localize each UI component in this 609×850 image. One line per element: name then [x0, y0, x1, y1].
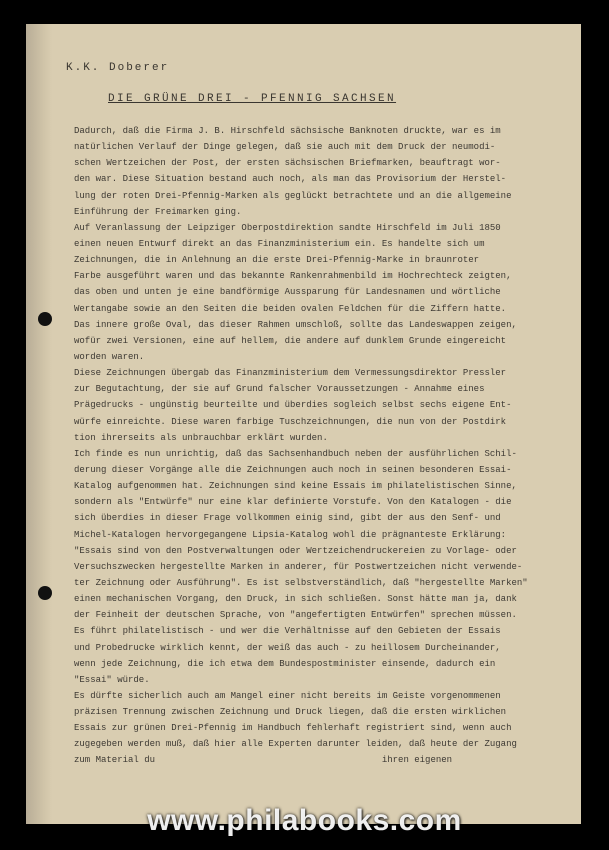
- binding-shadow: [26, 24, 52, 824]
- text-line: Essais zur grünen Drei-Pfennig im Handbuch fehlerhaft registriert sind, wenn auch: [74, 723, 512, 734]
- text-line: wenn jede Zeichnung, die ich etwa dem Bundespostminister einsende, dadurch ein: [74, 658, 496, 669]
- text-line: einen mechanischen Vorgang, den Druck, in sich schließen. Sonst hätte man ja, dank: [74, 594, 517, 605]
- text-line: und Probedrucke wirklich kennt, der weiß das auch - zu heillosem Durcheinander,: [74, 642, 501, 653]
- text-line: würfe einreichte. Diese waren farbige Tuschzeichnungen, die nun von der Postdirk: [74, 416, 507, 427]
- typed-page: [26, 24, 581, 824]
- text-line: Zeichnungen, die in Anlehnung an die erste Drei-Pfennig-Marke in braunroter: [74, 255, 480, 266]
- text-line: sich überdies in dieser Frage vollkommen einig sind, gibt der aus den Senf- und: [74, 513, 501, 524]
- text-line: natürlichen Verlauf der Dinge gelegen, daß sie auch mit dem Druck der neumodi-: [74, 142, 496, 153]
- text-line: Das innere große Oval, das dieser Rahmen umschloß, sollte das Landeswappen zeigen,: [74, 319, 517, 330]
- text-line: "Essais sind von den Postverwaltungen oder Wertzeichendruckereien zu Vorlage- oder: [74, 545, 517, 556]
- text-line: lung der roten Drei-Pfennig-Marken als geglückt betrachtete und an die allgemeine: [74, 190, 512, 201]
- text-line: "Essai" würde.: [74, 674, 150, 685]
- text-line: Einführung der Freimarken ging.: [74, 206, 242, 217]
- text-line: Versuchszwecken hergestellte Marken in anderer, für Postwertzeichen nicht verwende-: [74, 561, 523, 572]
- text-line: Katalog aufgenommen hat. Zeichnungen sind keine Essais im philatelistischen Sinne,: [74, 481, 517, 492]
- text-line: Michel-Katalogen hervorgegangene Lipsia-Katalog wohl die prägnanteste Erklärung:: [74, 529, 507, 540]
- punch-hole: [38, 586, 52, 600]
- text-line: worden waren.: [74, 351, 145, 362]
- text-line: zum Material du ihren eigenen: [74, 755, 453, 766]
- text-line: Ich finde es nun unrichtig, daß das Sachsenhandbuch neben der ausführlichen Schil-: [74, 448, 517, 459]
- text-line: Dadurch, daß die Firma J. B. Hirschfeld sächsische Banknoten druckte, war es im: [74, 126, 501, 136]
- text-line: den war. Diese Situation bestand auch noch, als man das Provisorium der Herstel-: [74, 174, 507, 185]
- text-line: das oben und unten je eine bandförmige Aussparung für Landesnamen und wörtliche: [74, 287, 501, 298]
- text-line: zugegeben werden muß, daß hier alle Experten darunter leiden, daß heute der Zugang: [74, 739, 517, 750]
- text-line: Es dürfte sicherlich auch am Mangel einer nicht bereits im Geiste vorgenommenen: [74, 690, 501, 701]
- text-line: tion ihrerseits als unbrauchbar erklärt wurden.: [74, 432, 328, 443]
- site-watermark: www.philabooks.com: [147, 804, 462, 837]
- text-line: der Feinheit der deutschen Sprache, von "angefertigten Entwürfen" sprechen müssen.: [74, 610, 517, 621]
- text-line: derung dieser Vorgänge alle die Zeichnungen auch noch in seinen besonderen Essai-: [74, 464, 512, 475]
- text-line: schen Wertzeichen der Post, der ersten sächsischen Briefmarken, beauftragt wor-: [74, 158, 501, 169]
- document-title: DIE GRÜNE DREI - PFENNIG SACHSEN: [108, 93, 397, 105]
- text-line: einen neuen Entwurf direkt an das Finanzministerium ein. Es handelte sich um: [74, 238, 485, 249]
- text-line: wofür zwei Versionen, eine auf hellem, die andere auf dunklem Grunde eingereicht: [74, 335, 507, 346]
- text-line: zur Begutachtung, der sie auf Grund falscher Voraussetzungen - Annahme eines: [74, 384, 485, 395]
- text-line: ter Zeichnung oder Ausführung". Es ist selbstverständlich, daß "hergestellte Marken": [74, 577, 528, 588]
- punch-hole: [38, 312, 52, 326]
- text-line: präzisen Trennung zwischen Zeichnung und Druck liegen, daß die ersten wirklichen: [74, 707, 507, 718]
- text-line: sondern als "Entwürfe" nur eine klar definierte Vorstufe. Von den Katalogen - die: [74, 497, 512, 508]
- text-line: Wertangabe sowie an den Seiten die beiden ovalen Feldchen für die Ziffern hatte.: [74, 303, 507, 314]
- text-line: Es führt philatelistisch - und wer die Verhältnisse auf den Gebieten der Essais: [74, 626, 501, 637]
- text-line: Diese Zeichnungen übergab das Finanzministerium dem Vermessungsdirektor Pressler: [74, 368, 507, 379]
- text-line: Farbe ausgeführt waren und das bekannte Rankenrahmenbild im Hochrechteck zeigten,: [74, 271, 512, 282]
- text-line: Auf Veranlassung der Leipziger Oberpostdirektion sandte Hirschfeld im Juli 1850: [74, 222, 501, 233]
- body-text: [74, 123, 574, 769]
- text-line: Prägedrucks - ungünstig beurteilte und überdies sogleich selbst sechs eigene Ent-: [74, 400, 512, 411]
- author-name: K.K. Doberer: [66, 62, 170, 74]
